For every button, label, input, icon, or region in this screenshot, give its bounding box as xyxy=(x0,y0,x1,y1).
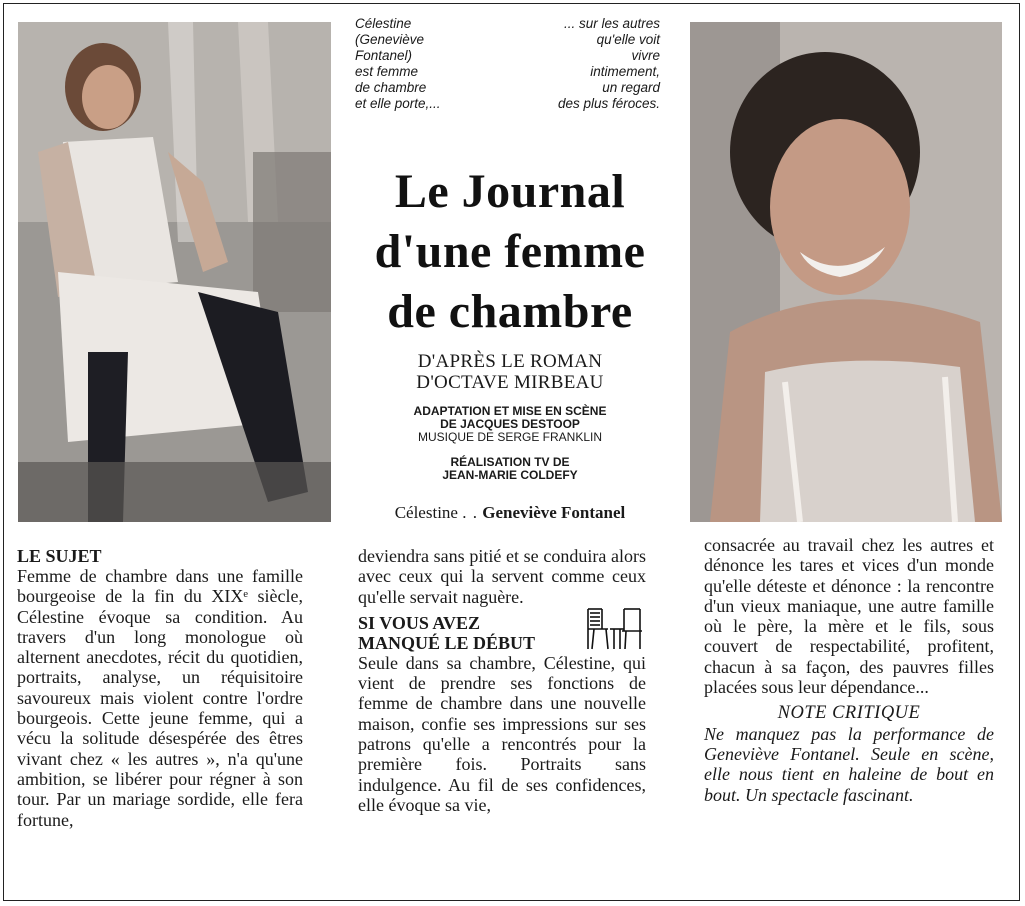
two-chairs-table-icon xyxy=(584,607,646,651)
credit-tv-director: JEAN-MARIE COLDEFY xyxy=(442,468,578,482)
section-heading-debut xyxy=(358,613,646,653)
column-1-body: Femme de chambre dans une famille bourgeoise de la fin du XIXᵉ siècle, Célestine évoque sa condition. Au travers d'un long monologue où alternent anecdotes, récit du quotidien, portraits, analyse, un réquisitoire savoureux mais violent contre l'ordre bourgeois. Cette jeune femme, qui a vécu la solitude désespérée des êtres vivant chez « les autres », n'a qu'une ambition, se libérer pour régner à son tour. Par un mariage sordide, elle fera fortune, xyxy=(17,566,303,830)
subtitle-line-2: D'OCTAVE MIRBEAU xyxy=(416,372,604,393)
caption-right-line: ... sur les autres xyxy=(563,16,660,31)
caption-left xyxy=(355,16,485,112)
cast-dots: . . xyxy=(462,503,478,522)
credit-adaptation: ADAPTATION ET MISE EN SCÈNE xyxy=(413,404,607,418)
caption-right-line: un regard xyxy=(602,80,660,95)
article-subtitle xyxy=(340,351,680,393)
subtitle-line-1: D'APRÈS LE ROMAN xyxy=(417,351,603,372)
section-heading-sujet: LE SUJET xyxy=(17,546,102,566)
caption-right xyxy=(505,16,660,112)
caption-left-line: et elle porte,... xyxy=(355,96,441,111)
title-line-3: de chambre xyxy=(387,285,633,338)
credit-tv-label: RÉALISATION TV DE xyxy=(450,455,570,469)
caption-right-line: qu'elle voit xyxy=(596,32,660,47)
caption-left-line: est femme xyxy=(355,64,419,79)
credit-director: DE JACQUES DESTOOP xyxy=(440,417,580,431)
column-2-body-1: deviendra sans pitié et se conduira alors avec ceux qui la servent comme ceux qu'elle servait naguère. xyxy=(358,546,646,607)
caption-right-line: des plus féroces. xyxy=(557,96,660,111)
heading-line-2: MANQUÉ LE DÉBUT xyxy=(358,632,536,653)
credit-music: MUSIQUE DE SERGE FRANKLIN xyxy=(417,430,603,444)
title-line-2: d'une femme xyxy=(374,225,646,278)
column-2 xyxy=(358,546,646,815)
cast-role: Célestine xyxy=(394,503,458,522)
note-critique-heading: NOTE CRITIQUE xyxy=(777,703,921,724)
article-title xyxy=(340,162,680,342)
caption-left-line: (Geneviève xyxy=(355,32,425,47)
caption-left-line: de chambre xyxy=(355,80,427,95)
photo-celestine-smiling xyxy=(690,22,1002,522)
column-1 xyxy=(17,546,303,830)
cast-actor: Geneviève Fontanel xyxy=(482,503,626,522)
caption-right-line: vivre xyxy=(631,48,660,63)
note-critique-body: Ne manquez pas la performance de Geneviève Fontanel. Seule en scène, elle nous tient en haleine de bout en bout. Un spectacle fascinant. xyxy=(704,723,994,805)
caption-right-line: intimement, xyxy=(590,64,660,79)
column-2-body-2: Seule dans sa chambre, Célestine, qui vient de prendre ses fonctions de femme de chambre dans une nouvelle maison, confie ses impressions sur ses patrons qu'elle a rencontrés pour la première fois. Portraits sans indulgence. Au fil de ses confidences, elle évoque sa vie, xyxy=(358,652,646,815)
column-3-body: consacrée au travail chez les autres et dénonce les tares et vices d'un monde qu'elle déteste et dénonce : la rencontre d'un vieux maniaque, une autre famille où le père, la mère et le fils, sous couvert de respectabilité, profitent, chacun à sa façon, des pauvres filles placées sous leur dépendance... xyxy=(704,535,994,698)
photo-celestine-seated xyxy=(18,22,331,522)
caption-left-line: Fontanel) xyxy=(355,48,413,63)
cast-line xyxy=(340,503,680,523)
heading-line-1: SI VOUS AVEZ xyxy=(358,612,481,633)
column-3 xyxy=(704,535,994,805)
caption-left-line: Célestine xyxy=(355,16,412,31)
title-line-1: Le Journal xyxy=(394,165,626,218)
